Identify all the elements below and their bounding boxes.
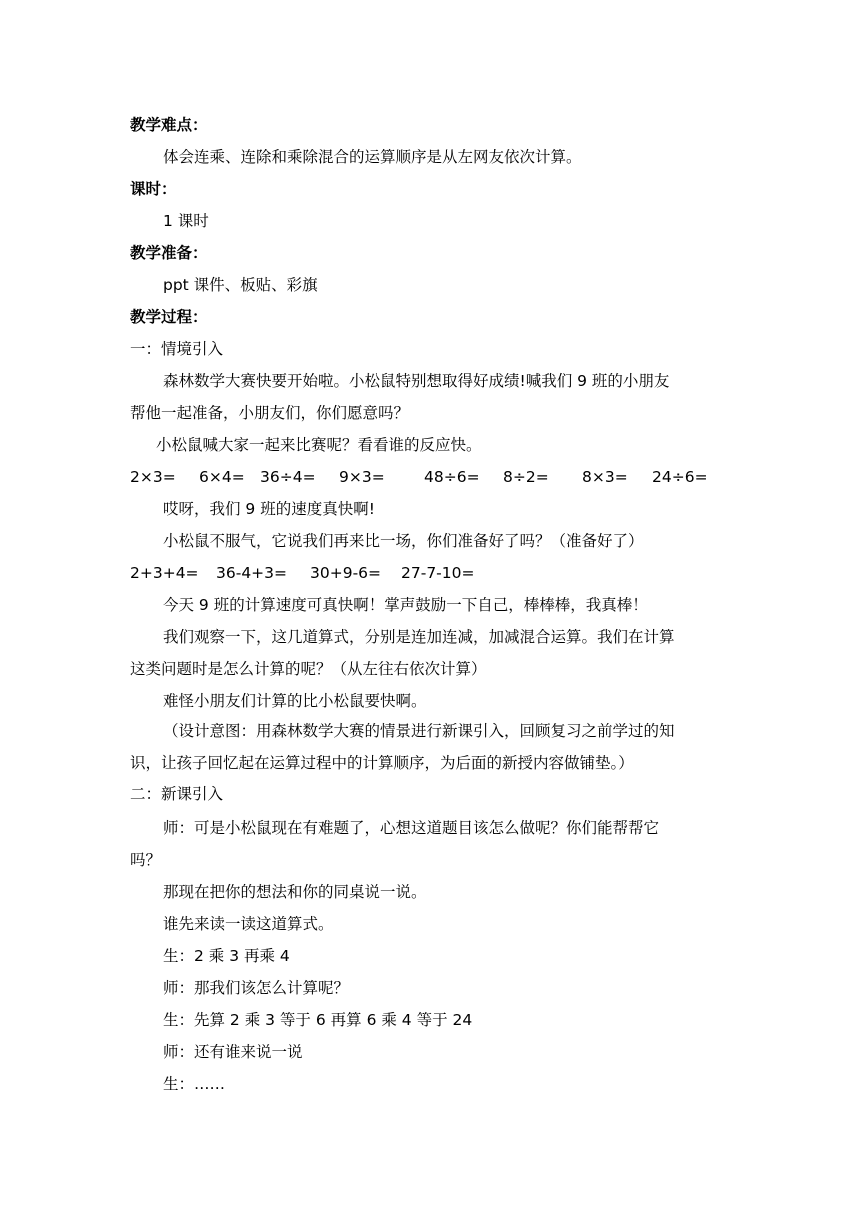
exercise-item: 8×3= bbox=[582, 468, 628, 486]
design-note: （设计意图：用森林数学大赛的情景进行新课引入，回顾复习之前学过的知 bbox=[163, 722, 675, 740]
paragraph-7: 难怪小朋友们计算的比小松鼠要快啊。 bbox=[163, 692, 427, 710]
period-text: 1 课时 bbox=[163, 212, 209, 230]
exercise-item: 30+9-6= bbox=[310, 564, 382, 582]
exercise-item: 2×3= bbox=[130, 468, 176, 486]
exercise-item: 48÷6= bbox=[424, 468, 480, 486]
exercise-item: 9×3= bbox=[339, 468, 385, 486]
section2-title: 二：新课引入 bbox=[130, 785, 224, 803]
exercise-item: 8÷2= bbox=[503, 468, 549, 486]
paragraph-1: 森林数学大赛快要开始啦。小松鼠特别想取得好成绩!喊我们 9 班的小朋友 bbox=[163, 372, 670, 390]
prep-heading: 教学准备： bbox=[130, 244, 208, 262]
design-note-cont: 识，让孩子回忆起在运算过程中的计算顺序，为后面的新授内容做铺垫。） bbox=[130, 754, 634, 772]
paragraph-2: 小松鼠喊大家一起来比赛呢？看看谁的反应快。 bbox=[156, 436, 482, 454]
paragraph-14: 师：还有谁来说一说 bbox=[163, 1043, 303, 1061]
paragraph-6-cont: 这类问题时是怎么计算的呢？（从左往右依次计算） bbox=[130, 660, 487, 678]
exercise-item: 36÷4= bbox=[260, 468, 316, 486]
prep-text: ppt 课件、板贴、彩旗 bbox=[163, 276, 318, 294]
paragraph-8-cont: 吗？ bbox=[130, 851, 162, 869]
paragraph-4: 小松鼠不服气，它说我们再来比一场，你们准备好了吗？（准备好了） bbox=[163, 532, 644, 550]
paragraph-5: 今天 9 班的计算速度可真快啊！掌声鼓励一下自己，棒棒棒，我真棒！ bbox=[163, 596, 648, 614]
paragraph-1-cont: 帮他一起准备，小朋友们，你们愿意吗？ bbox=[130, 404, 410, 422]
period-heading: 课时： bbox=[130, 180, 177, 198]
paragraph-13: 生：先算 2 乘 3 等于 6 再算 6 乘 4 等于 24 bbox=[163, 1011, 473, 1029]
paragraph-3: 哎呀，我们 9 班的速度真快啊! bbox=[163, 500, 375, 518]
exercise-item: 36-4+3= bbox=[216, 564, 288, 582]
exercise-item: 6×4= bbox=[199, 468, 245, 486]
paragraph-9: 那现在把你的想法和你的同桌说一说。 bbox=[163, 883, 427, 901]
exercise-item: 27-7-10= bbox=[401, 564, 475, 582]
paragraph-11: 生：2 乘 3 再乘 4 bbox=[163, 947, 290, 965]
paragraph-6: 我们观察一下，这几道算式，分别是连加连减，加减混合运算。我们在计算 bbox=[163, 628, 675, 646]
difficulty-heading: 教学难点： bbox=[130, 116, 208, 134]
difficulty-text: 体会连乘、连除和乘除混合的运算顺序是从左网友依次计算。 bbox=[163, 148, 582, 166]
paragraph-15: 生：…… bbox=[163, 1075, 226, 1093]
exercise-item: 2+3+4= bbox=[130, 564, 199, 582]
section1-title: 一：情境引入 bbox=[130, 340, 224, 358]
paragraph-12: 师：那我们该怎么计算呢？ bbox=[163, 979, 350, 997]
paragraph-10: 谁先来读一读这道算式。 bbox=[163, 915, 334, 933]
exercise-item: 24÷6= bbox=[652, 468, 708, 486]
process-heading: 教学过程： bbox=[130, 308, 208, 326]
paragraph-8: 师：可是小松鼠现在有难题了，心想这道题目该怎么做呢？你们能帮帮它 bbox=[163, 819, 660, 837]
